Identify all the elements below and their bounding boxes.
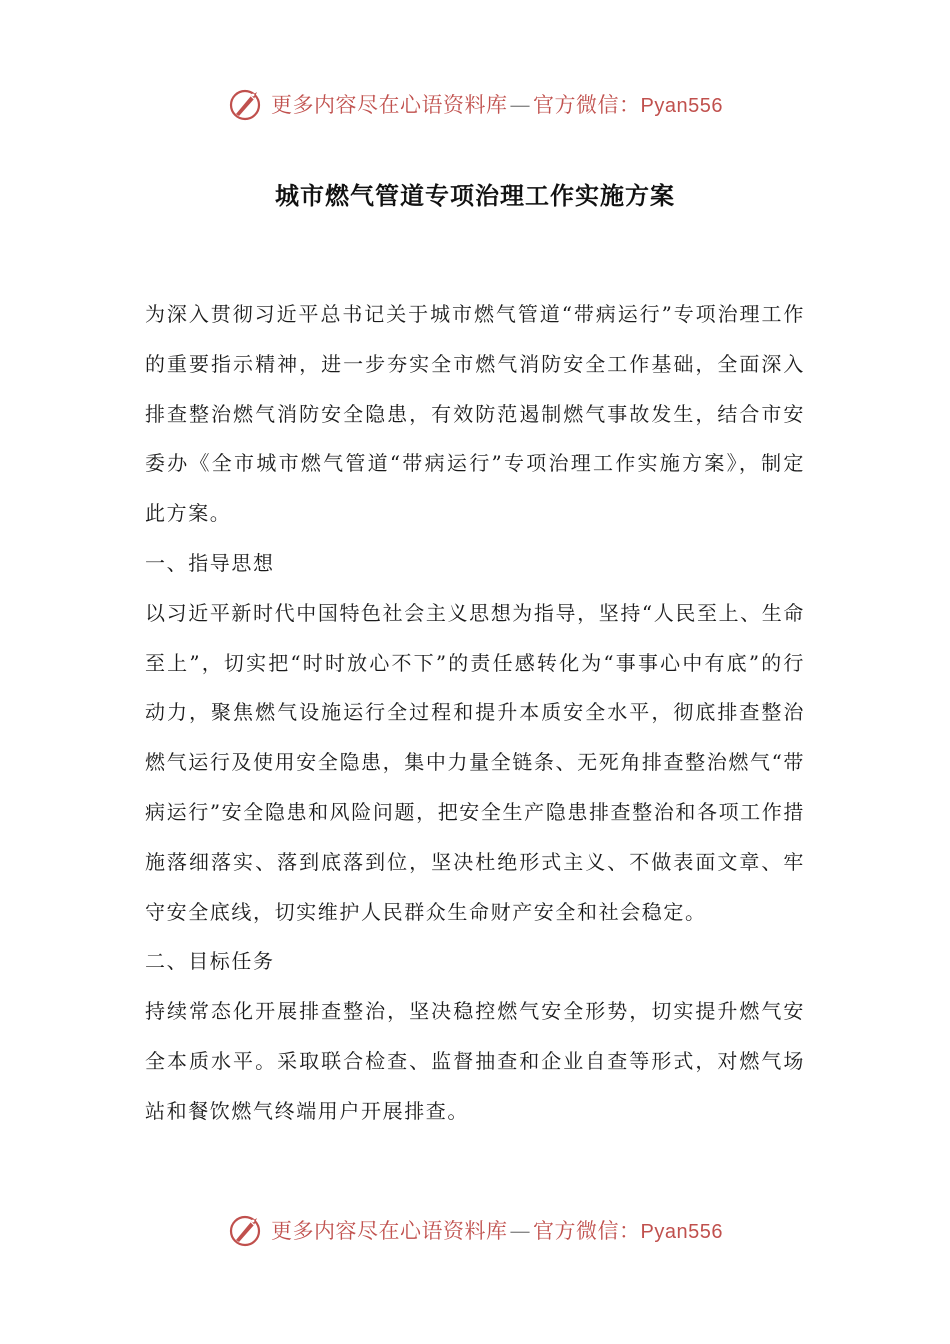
watermark-handle: Pyan556 (640, 95, 723, 117)
watermark-wechat-label: 官方微信： (533, 1219, 641, 1243)
watermark-label: 更多内容尽在心语资料库 (271, 1219, 508, 1243)
section-heading-objectives: 二、目标任务 (145, 949, 275, 974)
watermark-separator: — (509, 1219, 532, 1243)
section-body-guiding-ideology: 以习近平新时代中国特色社会主义思想为指导，坚持“人民至上、生命至上”，切实把“时时放心不下”的责任感转化为“事事心中有底”的行动力，聚焦燃气设施运行全过程和提升本质安全水平，彻底排查整治燃气运行及使用安全隐患，集中力量全链条、无死角排查整治燃气“带病运行”安全隐患和风险问题，把安全生产隐患排查整治和各项工作措施落细落实、落到底落到位，坚决杜绝形式主义、不做表面文章、牢守安全底线，切实维护人民群众生命财产安全和社会稳定。 (145, 600, 805, 924)
watermark-banner-top (0, 80, 950, 128)
watermark-banner-bottom (0, 1206, 950, 1254)
watermark-label: 更多内容尽在心语资料库 (271, 93, 508, 117)
intro-paragraph: 为深入贯彻习近平总书记关于城市燃气管道“带病运行”专项治理工作的重要指示精神，进一步夯实全市燃气消防安全工作基础，全面深入排查整治燃气消防安全隐患，有效防范遏制燃气事故发生，结合市安委办《全市城市燃气管道“带病运行”专项治理工作实施方案》，制定此方案。 (145, 302, 805, 526)
watermark-text (271, 1215, 723, 1245)
watermark-separator: — (509, 93, 532, 117)
watermark-wechat-label: 官方微信： (533, 93, 641, 117)
watermark-text (271, 89, 723, 119)
section-body-objectives: 持续常态化开展排查整治，坚决稳控燃气安全形势，切实提升燃气安全本质水平。采取联合检查、监督抽查和企业自查等形式，对燃气场站和餐饮燃气终端用户开展排查。 (145, 999, 805, 1123)
watermark-handle: Pyan556 (640, 1221, 723, 1243)
pen-nib-circle-icon (227, 84, 267, 124)
pen-nib-circle-icon (227, 1210, 267, 1250)
document-body (145, 290, 805, 1137)
document-title: 城市燃气管道专项治理工作实施方案 (275, 181, 675, 210)
section-heading-guiding-ideology: 一、指导思想 (145, 550, 275, 575)
